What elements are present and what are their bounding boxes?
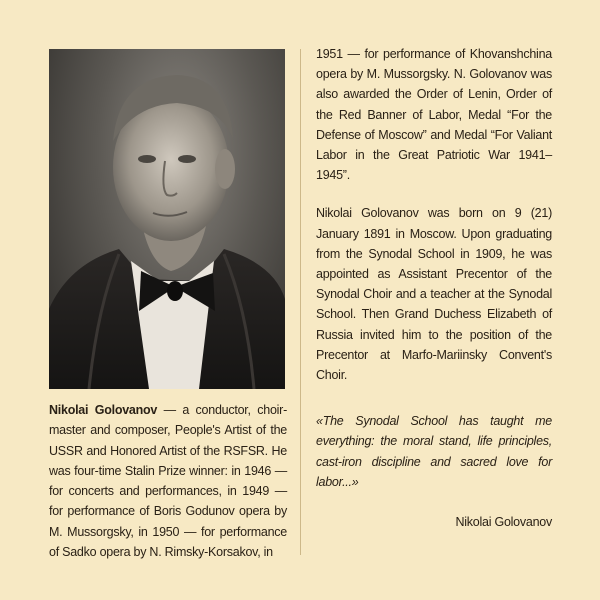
biography-intro [49, 400, 287, 562]
awards-paragraph: 1951 — for performance of Khovanshchina opera by M. Mussorgsky. N. Golovanov was also awarded the Order of Lenin, Order of the Red Banner of Labor, Medal “For the Defense of Moscow” and Medal “For Valiant Labor in the Great Patriotic War 1941–1945”. [316, 47, 552, 183]
person-name: Nikolai Golovanov [49, 403, 158, 417]
portrait-illustration [49, 49, 285, 389]
quote-text: «The Synodal School has taught me everything: the moral stand, life principles, cast-iron discipline and sacred love for labor...» [316, 414, 552, 489]
column-divider [300, 49, 301, 555]
biography-text: — a conductor, choir-master and composer, People's Artist of the USSR and Honored Artist of the RSFSR. He was four-time Stalin Prize winner: in 1946 — for concerts and performances, in 1949 — for performance of Boris Godunov opera by M. Mussorgsky, in 1950 — for performance of Sadko opera by N. Rimsky-Korsakov, in [49, 403, 287, 560]
right-column [316, 44, 552, 532]
portrait-photo [49, 49, 285, 389]
early-life-paragraph: Nikolai Golovanov was born on 9 (21) January 1891 in Moscow. Upon graduating from the Synodal School in 1909, he was appointed as Assistant Precentor of the Synodal Choir and a teacher at the Synodal School. Then Grand Duchess Elizabeth of Russia invited him to the position of the Precentor at Marfo-Mariinsky Convent's Choir. [316, 206, 552, 383]
quote-author: Nikolai Golovanov [455, 515, 552, 530]
